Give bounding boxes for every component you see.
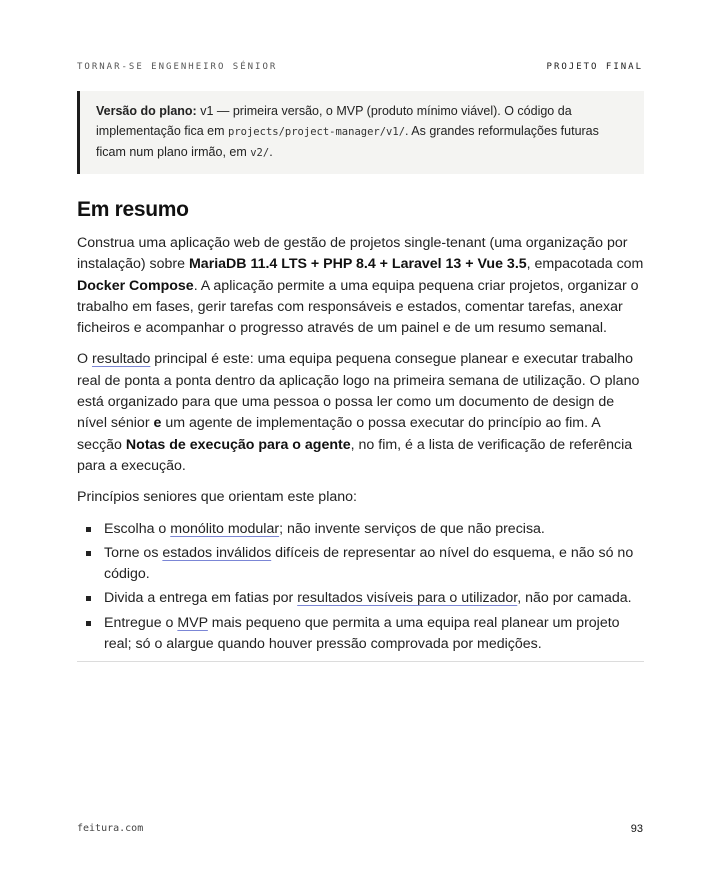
running-title: TORNAR-SE ENGENHEIRO SÉNIOR: [77, 62, 278, 72]
callout-text: v1 — primeira versão, o MVP (produto mínimo viável). O código da implementação fica em: [96, 104, 572, 138]
link-mvp[interactable]: MVP: [177, 614, 208, 631]
text: ; não invente serviços de que não precisa.: [279, 520, 545, 537]
callout-code-v2: v2/: [250, 147, 270, 159]
callout-label: Versão do plano:: [96, 104, 197, 118]
text: um agente de implementação o possa executar do princípio ao fim. A secção: [77, 415, 600, 453]
callout-text: .: [269, 145, 273, 159]
list-item: [77, 519, 647, 540]
text: Divida a entrega em fatias por: [104, 590, 298, 607]
section-divider: [77, 661, 644, 662]
text: O: [77, 351, 92, 368]
emphasis: e: [153, 415, 162, 432]
section-title: Em resumo: [77, 198, 189, 221]
version-callout: [77, 91, 644, 174]
docker-highlight: Docker Compose: [77, 277, 194, 294]
text: Torne os: [104, 544, 163, 561]
text: . A aplicação permite a uma equipa pequena criar projetos, organizar o trabalho em fases, gerir tarefas com responsáveis e estados, comentar tarefas, anexar ficheiros e acompanhar o progresso através de um painel e de um resumo semanal.: [77, 277, 639, 337]
page-number: 93: [630, 823, 643, 835]
link-resultados-visiveis[interactable]: resultados visíveis para o utilizador: [297, 590, 518, 607]
stack-highlight: MariaDB 11.4 LTS + PHP 8.4 + Laravel 13 + Vue 3.5: [188, 256, 527, 273]
link-estados-invalidos[interactable]: estados inválidos: [162, 544, 272, 561]
agent-notes-highlight: Notas de execução para o agente: [125, 436, 351, 453]
text: difíceis de representar ao nível do esquema, e não só no código.: [104, 544, 634, 583]
text: Entregue o: [104, 614, 178, 631]
list-item: [77, 588, 647, 609]
list-item: [77, 613, 647, 656]
footer-site[interactable]: feitura.com: [77, 823, 144, 834]
page-footer: [77, 823, 643, 835]
paragraph-principles-intro: Princípios seniores que orientam este plano:: [77, 489, 357, 506]
page-header: [77, 62, 643, 72]
callout-code-path: projects/project-manager/v1/: [228, 126, 406, 138]
text: , no fim, é a lista de verificação de referência para a execução.: [77, 436, 633, 474]
paragraph-summary: [77, 233, 647, 339]
text: Construa uma aplicação web de gestão de projetos single-tenant (uma organização por instalação) sobre: [77, 235, 628, 273]
text: , empacotada com: [526, 256, 644, 273]
text: principal é este: uma equipa pequena consegue planear e executar trabalho real de ponta a ponta dentro da aplicação logo na primeira semana de utilização. O plano está organizado para que uma pessoa o possa ler como um documento de design de nível sénior: [77, 351, 640, 432]
paragraph-outcome: [77, 349, 647, 477]
callout-text: . As grandes reformulações futuras ficam num plano irmão, em: [96, 124, 599, 159]
list-item: [77, 543, 647, 586]
text: Escolha o: [104, 520, 171, 537]
link-resultado[interactable]: resultado: [91, 351, 151, 368]
main-content: [77, 233, 647, 658]
text: , não por camada.: [517, 590, 632, 607]
link-monolito-modular[interactable]: monólito modular: [170, 520, 280, 537]
section-label: PROJETO FINAL: [546, 62, 643, 72]
text: mais pequeno que permita a uma equipa real planear um projeto real; só o alargue quando houver pressão comprovada por medições.: [104, 614, 620, 653]
principles-list: [77, 519, 647, 656]
